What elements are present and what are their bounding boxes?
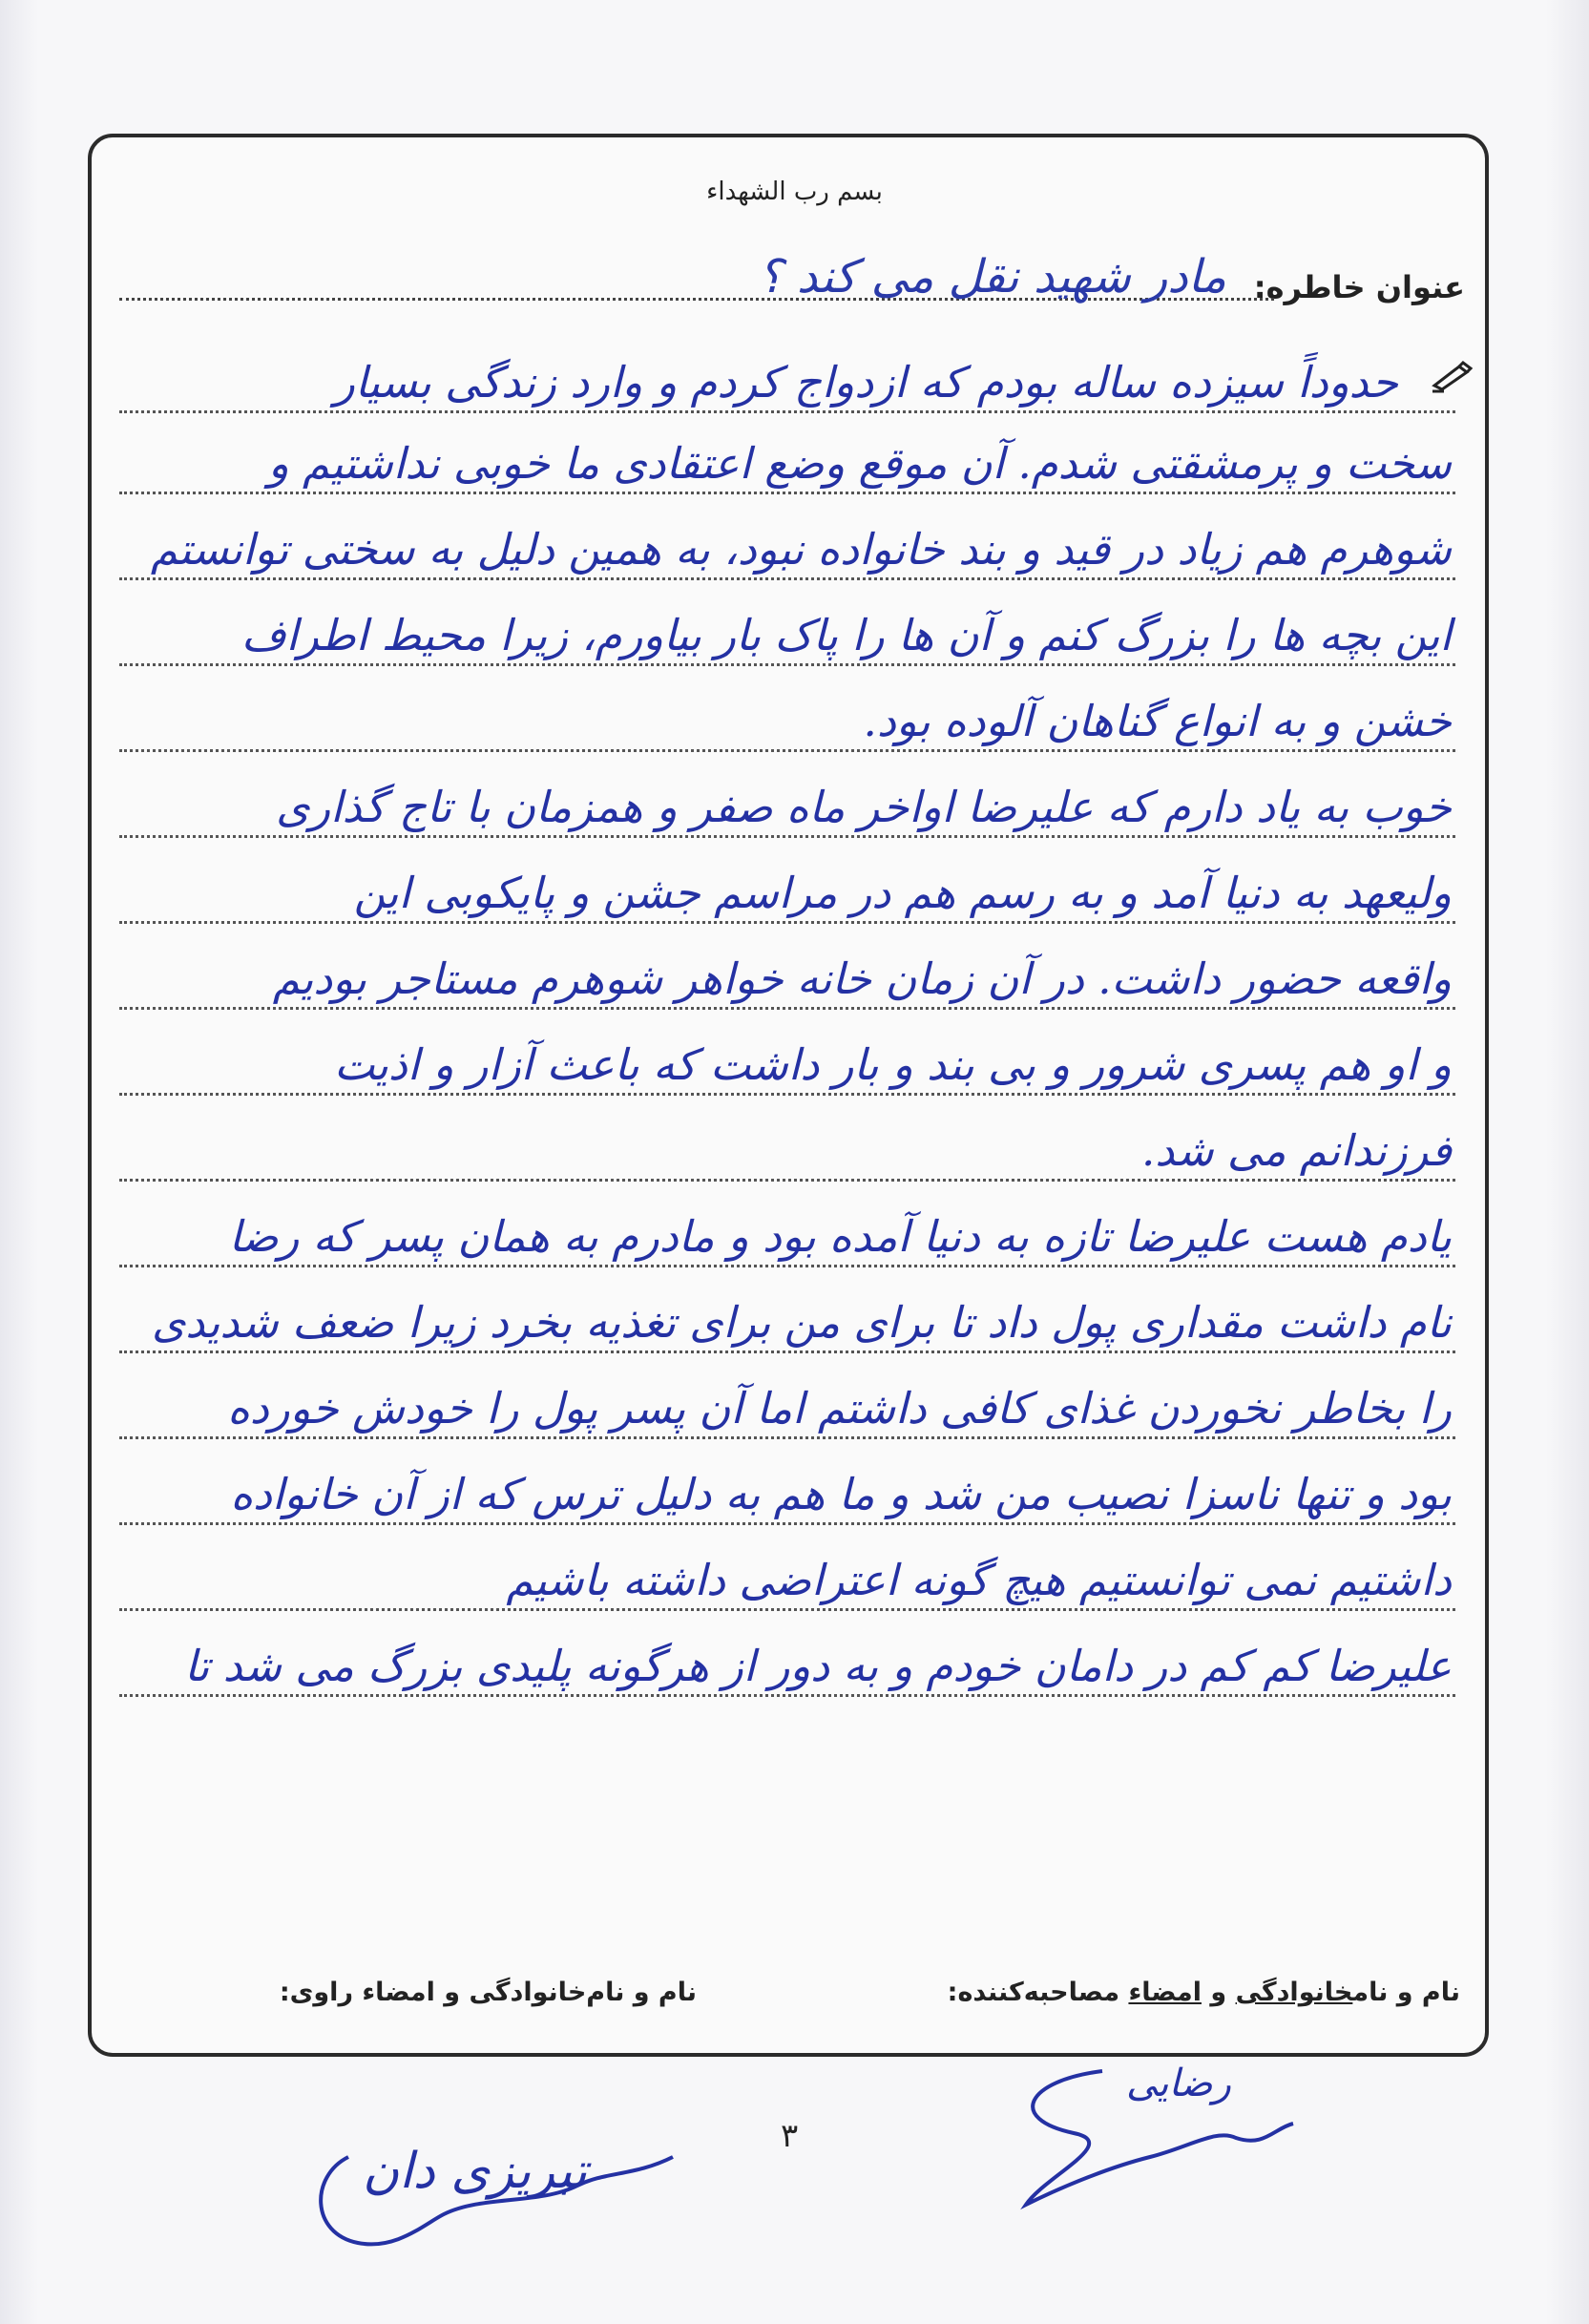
body-line: حدوداً سیزده ساله بودم که ازدواج کردم و وارد زندگی بسیار [119,339,1455,425]
body-line: واقعه حضور داشت. در آن زمان خانه خواهر شوهرم مستاجر بودیم [119,935,1455,1021]
narrator-signature-text: تبریزی دان [363,2143,588,2200]
body-line: سخت و پرمشقتی شدم. آن موقع وضع اعتقادی ما خوبی نداشتیم و [119,420,1455,506]
page-header-bismillah: بسم رب الشهداء [706,178,883,206]
body-line: یادم هست علیرضا تازه به دنیا آمده بود و مادرم به همان پسر که رضا [119,1193,1455,1279]
body-line: داشتیم نمی توانستیم هیچ گونه اعتراضی داشته باشیم [119,1537,1455,1623]
body-line: و او هم پسری شرور و بی بند و بار داشت که باعث آزار و اذیت [119,1021,1455,1107]
body-line: علیرضا کم کم در دامان خودم و به دور از هرگونه پلیدی بزرگ می شد تا [119,1623,1455,1708]
title-label: عنوان خاطره: [1253,269,1465,305]
body-line: فرزندانم می شد. [119,1107,1455,1193]
body-line: شوهرم هم زیاد در قید و بند خانواده نبود، به همین دلیل به سختی توانستم [119,506,1455,592]
body-line: را بخاطر نخوردن غذای کافی داشتم اما آن پسر پول را خودش خورده [119,1365,1455,1451]
body-line: خشن و به انواع گناهان آلوده بود. [119,678,1455,764]
signature-labels-row [119,1978,1460,2025]
body-line: این بچه ها را بزرگ کنم و آن ها را پاک بار بیاورم، زیرا محیط اطراف [119,592,1455,678]
narrator-signature-label: نام و نام‌خانوادگی و امضاء راوی: [279,1978,697,2007]
interviewer-signature-text: رضایی [1126,2062,1231,2105]
interviewer-signature-label: نام و نامخانوادگی و امضاء مصاحبه‌کننده: [947,1978,1460,2007]
memoir-title-row [119,250,1465,315]
body-line: بود و تنها ناسزا نصیب من شد و ما هم به دلیل ترس که از آن خانواده [119,1451,1455,1537]
title-handwritten-value: مادر شهید نقل می کند ؟ [758,250,1226,304]
body-line: ولیعهد به دنیا آمد و به رسم هم در مراسم جشن و پایکوبی این [119,849,1455,935]
page-number: ۳ [781,2117,799,2155]
body-line: خوب به یاد دارم که علیرضا اواخر ماه صفر و همزمان با تاج گذاری [119,764,1455,849]
body-line: نام داشت مقداری پول داد تا برای من برای تغذیه بخرد زیرا ضعف شدیدی [119,1279,1455,1365]
